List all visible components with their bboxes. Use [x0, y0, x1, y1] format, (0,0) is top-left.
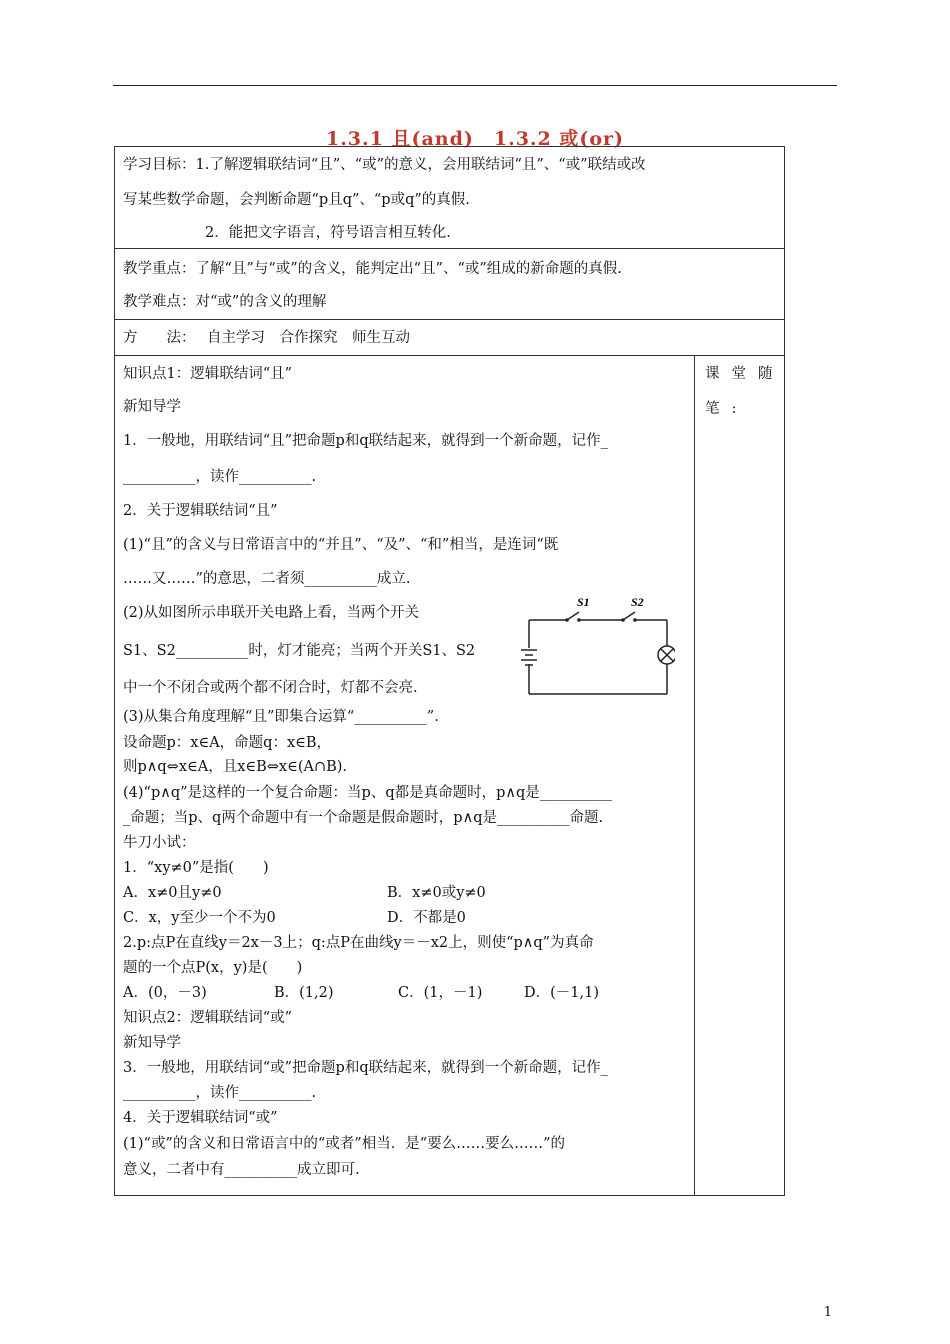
body-line: __________，读作__________. [123, 1085, 317, 1101]
switch-s2-blade [623, 612, 635, 620]
column-divider [694, 355, 695, 1195]
body-line: __________，读作__________. [123, 469, 317, 485]
body-line: ……又……”的意思，二者须__________成立. [123, 571, 411, 587]
question: 2.p:点P在直线y＝2x－3上；q:点P在曲线y＝－x2上，则使“p∧q”为真命 [123, 935, 594, 951]
question: 题的一个点P(x，y)是( ) [123, 960, 303, 976]
subheading: 新知导学 [123, 399, 181, 415]
body-line: (1)“或”的含义和日常语言中的“或者”相当．是“要么……要么……”的 [123, 1136, 566, 1152]
body-line: 则p∧q⇔x∈A，且x∈B⇔x∈(A∩B). [123, 759, 348, 775]
objectives-line: 2．能把文字语言，符号语言相互转化. [205, 225, 451, 241]
option: A．x≠0且y≠0 [123, 885, 222, 901]
option: C．x，y至少一个不为0 [123, 910, 276, 926]
subheading: 牛刀小试： [123, 835, 196, 851]
body-line: S1、S2__________时，灯才能亮；当两个开关S1、S2 [123, 643, 476, 659]
option: D．(－1,1) [524, 985, 599, 1001]
body-line: _命题；当p、q两个命题中有一个命题是假命题时，p∧q是__________命题. [123, 810, 604, 826]
side-note-line: 课堂随 [705, 366, 785, 382]
body-line: 2．关于逻辑联结词“且” [123, 503, 278, 519]
section-heading: 知识点1：逻辑联结词“且” [123, 366, 293, 382]
option: D．不都是0 [387, 910, 466, 926]
body-line: (2)从如图所示串联开关电路上看，当两个开关 [123, 605, 420, 621]
body-line: (1)“且”的含义与日常语言中的“并且”、“及”、“和”相当，是连词“既 [123, 537, 559, 553]
row-divider [115, 355, 784, 356]
row-divider [115, 319, 784, 320]
teaching-key-point: 教学重点：了解“且”与“或”的含义，能判定出“且”、“或”组成的新命题的真假. [123, 261, 622, 277]
body-line: 3．一般地，用联结词“或”把命题p和q联结起来，就得到一个新命题，记作_ [123, 1060, 608, 1076]
lesson-table [114, 146, 785, 1196]
row-divider [115, 248, 784, 249]
body-line: 4．关于逻辑联结词“或” [123, 1110, 278, 1126]
objectives-line: 学习目标：1.了解逻辑联结词“且”、“或”的意义，会用联结词“且”、“或”联结或改 [123, 157, 646, 173]
subheading: 新知导学 [123, 1035, 181, 1051]
option: B．(1,2) [274, 985, 334, 1001]
body-line: (4)“p∧q”是这样的一个复合命题：当p、q都是真命题时，p∧q是__________ [123, 785, 613, 801]
teaching-difficulty: 教学难点：对“或”的含义的理解 [123, 294, 327, 310]
objectives-line: 写某些数学命题，会判断命题“p且q”、“p或q”的真假. [123, 192, 470, 208]
option: B．x≠0或y≠0 [387, 885, 486, 901]
body-line: 中一个不闭合或两个都不闭合时，灯都不会亮. [123, 680, 418, 696]
switch-s2-label: S2 [631, 595, 644, 609]
header-rule [113, 85, 837, 86]
body-line: 设命题p：x∈A，命题q：x∈B， [123, 735, 332, 751]
body-line: 意义，二者中有__________成立即可. [123, 1162, 360, 1178]
page-title: 1.3.1 且(and) 1.3.2 或(or) [325, 128, 625, 150]
option: A．(0，－3) [123, 985, 207, 1001]
method-label: 方 法： [123, 330, 196, 346]
body-line: 1．一般地，用联结词“且”把命题p和q联结起来，就得到一个新命题，记作_ [123, 433, 608, 449]
body-line: (3)从集合角度理解“且”即集合运算“__________”. [123, 709, 439, 725]
section-heading: 知识点2：逻辑联结词“或” [123, 1010, 293, 1026]
switch-s1-label: S1 [577, 595, 590, 609]
question: 1．“xy≠0”是指( ) [123, 860, 269, 876]
switch-s1-blade [567, 612, 579, 620]
side-note-line: 笔: [705, 401, 749, 417]
page-number: 1 [823, 1305, 832, 1320]
option: C．(1，－1) [398, 985, 483, 1001]
series-circuit-diagram [519, 592, 675, 698]
method-value: 自主学习 合作探究 师生互动 [207, 330, 410, 346]
